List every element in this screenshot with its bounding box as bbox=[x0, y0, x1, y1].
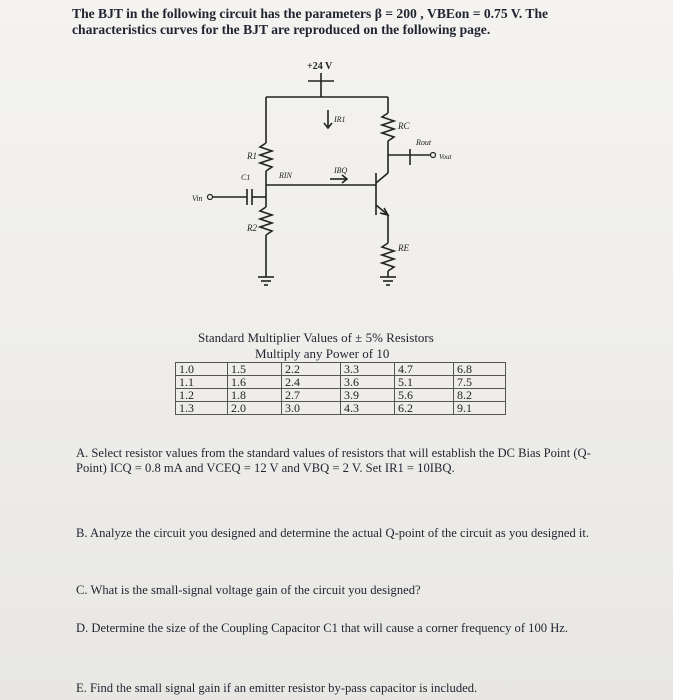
rin-label: RIN bbox=[279, 171, 292, 180]
table-row bbox=[176, 389, 506, 402]
question-b: B. Analyze the circuit you designed and determine the actual Q-point of the circuit as you designed it. bbox=[76, 526, 590, 540]
table-cell: 5.6 bbox=[395, 389, 454, 402]
table-cell: 6.2 bbox=[395, 402, 454, 415]
supply-label: +24 V bbox=[307, 61, 333, 72]
bjt-amplifier-circuit bbox=[140, 55, 470, 305]
table-row bbox=[176, 363, 506, 376]
table-row bbox=[176, 376, 506, 389]
table-cell: 1.1 bbox=[176, 376, 228, 389]
vout-label: Vout bbox=[439, 153, 452, 161]
re-label: RE bbox=[398, 243, 409, 253]
table-cell: 2.0 bbox=[228, 402, 282, 415]
table-cell: 4.7 bbox=[395, 363, 454, 376]
c1-label: C1 bbox=[241, 173, 251, 182]
table-cell: 3.3 bbox=[341, 363, 395, 376]
vin-label: Vin bbox=[192, 194, 203, 203]
question-c: C. What is the small-signal voltage gain of the circuit you designed? bbox=[76, 583, 421, 597]
table-cell: 1.3 bbox=[176, 402, 228, 415]
table-title: Standard Multiplier Values of ± 5% Resistors bbox=[198, 330, 434, 345]
ir1-label: IR1 bbox=[334, 115, 346, 124]
question-a: A. Select resistor values from the standard values of resistors that will establish the DC Bias Point (Q-Point) ICQ = 0.8 mA and VCEQ = 12 V and VBQ = 2 V. Set IR1 = 10IBQ. bbox=[76, 446, 591, 475]
table-cell: 3.6 bbox=[341, 376, 395, 389]
rc-label: RC bbox=[398, 121, 410, 131]
table-cell: 4.3 bbox=[341, 402, 395, 415]
table-cell: 8.2 bbox=[454, 389, 506, 402]
question-d: D. Determine the size of the Coupling Capacitor C1 that will cause a corner frequency of 100 Hz. bbox=[76, 621, 569, 635]
table-row bbox=[176, 402, 506, 415]
r2-label: R2 bbox=[247, 223, 257, 233]
table-cell: 5.1 bbox=[395, 376, 454, 389]
table-cell: 1.0 bbox=[176, 363, 228, 376]
table-cell: 1.8 bbox=[228, 389, 282, 402]
table-cell: 2.4 bbox=[282, 376, 341, 389]
table-cell: 1.2 bbox=[176, 389, 228, 402]
rout-label: Rout bbox=[416, 138, 432, 147]
r1-label: R1 bbox=[247, 151, 257, 161]
table-cell: 7.5 bbox=[454, 376, 506, 389]
table-cell: 9.1 bbox=[454, 402, 506, 415]
problem-intro: The BJT in the following circuit has the parameters β = 200 , VBEon = 0.75 V. The characteristics curves for the BJT are reproduced on the following page. bbox=[72, 6, 549, 37]
resistor-values-table bbox=[175, 362, 506, 415]
table-subtitle: Multiply any Power of 10 bbox=[255, 346, 390, 361]
table-cell: 3.0 bbox=[282, 402, 341, 415]
table-cell: 2.2 bbox=[282, 363, 341, 376]
table-cell: 6.8 bbox=[454, 363, 506, 376]
table-cell: 1.5 bbox=[228, 363, 282, 376]
table-cell: 3.9 bbox=[341, 389, 395, 402]
table-cell: 1.6 bbox=[228, 376, 282, 389]
table-cell: 2.7 bbox=[282, 389, 341, 402]
question-e: E. Find the small signal gain if an emitter resistor by-pass capacitor is included. bbox=[76, 681, 478, 695]
ibq-label: IBQ bbox=[334, 166, 348, 175]
